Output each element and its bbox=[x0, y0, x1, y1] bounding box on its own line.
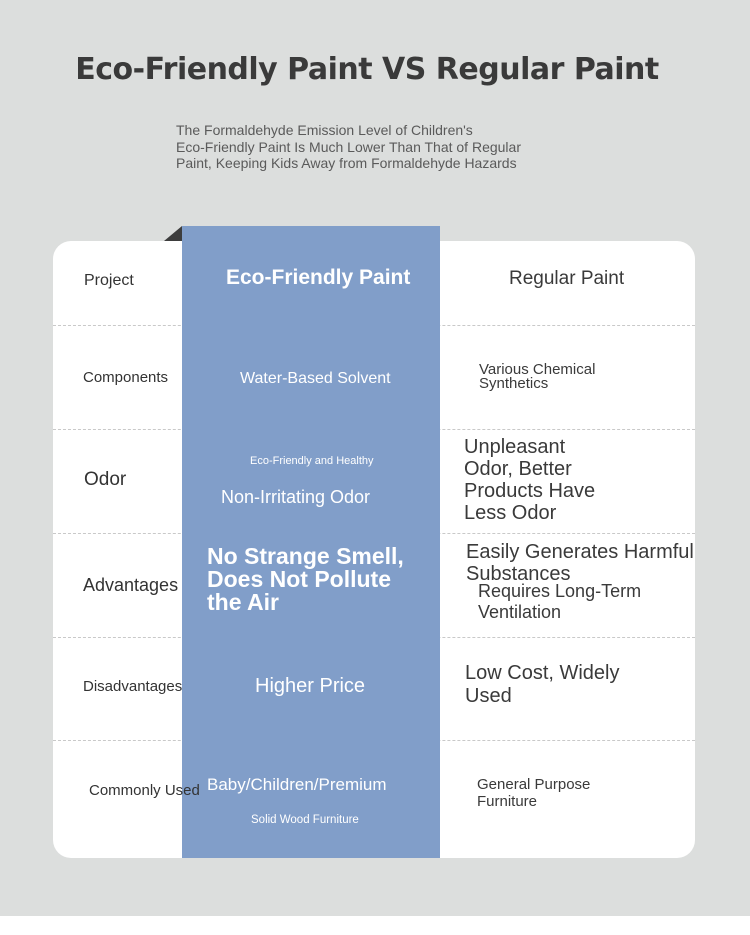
row-label-commonly-used: Commonly Used bbox=[89, 782, 200, 799]
regular-commonly-used bbox=[477, 776, 590, 810]
row-label-disadvantages: Disadvantages bbox=[83, 678, 183, 695]
page-subtitle bbox=[176, 122, 576, 172]
regular-disadvantages-line: Used bbox=[465, 685, 512, 707]
regular-components-line: Synthetics bbox=[479, 375, 549, 392]
regular-disadvantages-line: Low Cost, Widely bbox=[465, 662, 620, 684]
regular-commonly-used-line: Furniture bbox=[477, 793, 538, 810]
row-label-advantages: Advantages bbox=[83, 575, 179, 595]
column-fold-shadow bbox=[164, 226, 182, 241]
regular-odor bbox=[464, 436, 595, 524]
eco-commonly-used-note: Solid Wood Furniture bbox=[251, 814, 359, 826]
regular-disadvantages bbox=[465, 662, 620, 708]
regular-advantages-extra bbox=[478, 581, 641, 623]
eco-advantages-line: Does Not Pollute bbox=[207, 566, 392, 592]
regular-components bbox=[479, 363, 595, 391]
row-label-components: Components bbox=[83, 369, 169, 386]
column-header-regular: Regular Paint bbox=[509, 268, 625, 289]
regular-odor-line: Odor, Better bbox=[464, 458, 572, 480]
regular-advantages-extra-line: Ventilation bbox=[478, 602, 562, 622]
eco-components: Water-Based Solvent bbox=[240, 370, 391, 387]
subtitle-line: Paint, Keeping Kids Away from Formaldehyde Hazards bbox=[176, 155, 517, 171]
regular-commonly-used-line: General Purpose bbox=[477, 776, 591, 793]
eco-disadvantages: Higher Price bbox=[255, 675, 366, 697]
regular-odor-line: Unpleasant bbox=[464, 436, 566, 458]
regular-advantages-line: Substances bbox=[466, 563, 571, 585]
eco-advantages-line: No Strange Smell, bbox=[207, 543, 404, 569]
row-label-project: Project bbox=[84, 272, 134, 289]
regular-components-line: Various Chemical bbox=[479, 361, 596, 378]
eco-advantages bbox=[207, 545, 404, 614]
column-header-eco: Eco-Friendly Paint bbox=[226, 266, 411, 289]
regular-odor-line: Products Have bbox=[464, 480, 596, 502]
regular-odor-line: Less Odor bbox=[464, 502, 557, 524]
regular-advantages-line: Easily Generates Harmful bbox=[466, 541, 694, 563]
subtitle-line: Eco-Friendly Paint Is Much Lower Than That of Regular bbox=[176, 138, 521, 155]
eco-odor: Non-Irritating Odor bbox=[221, 487, 371, 507]
subtitle-line: The Formaldehyde Emission Level of Children's bbox=[176, 122, 473, 138]
eco-friendly-column bbox=[182, 226, 440, 858]
row-label-odor: Odor bbox=[84, 469, 127, 490]
eco-commonly-used: Baby/Children/Premium bbox=[207, 775, 387, 794]
page-title: Eco-Friendly Paint VS Regular Paint bbox=[75, 52, 659, 87]
eco-advantages-line: the Air bbox=[207, 589, 279, 615]
eco-odor-note: Eco-Friendly and Healthy bbox=[250, 455, 374, 467]
regular-advantages bbox=[466, 541, 694, 585]
regular-advantages-extra-line: Requires Long-Term bbox=[478, 581, 642, 601]
